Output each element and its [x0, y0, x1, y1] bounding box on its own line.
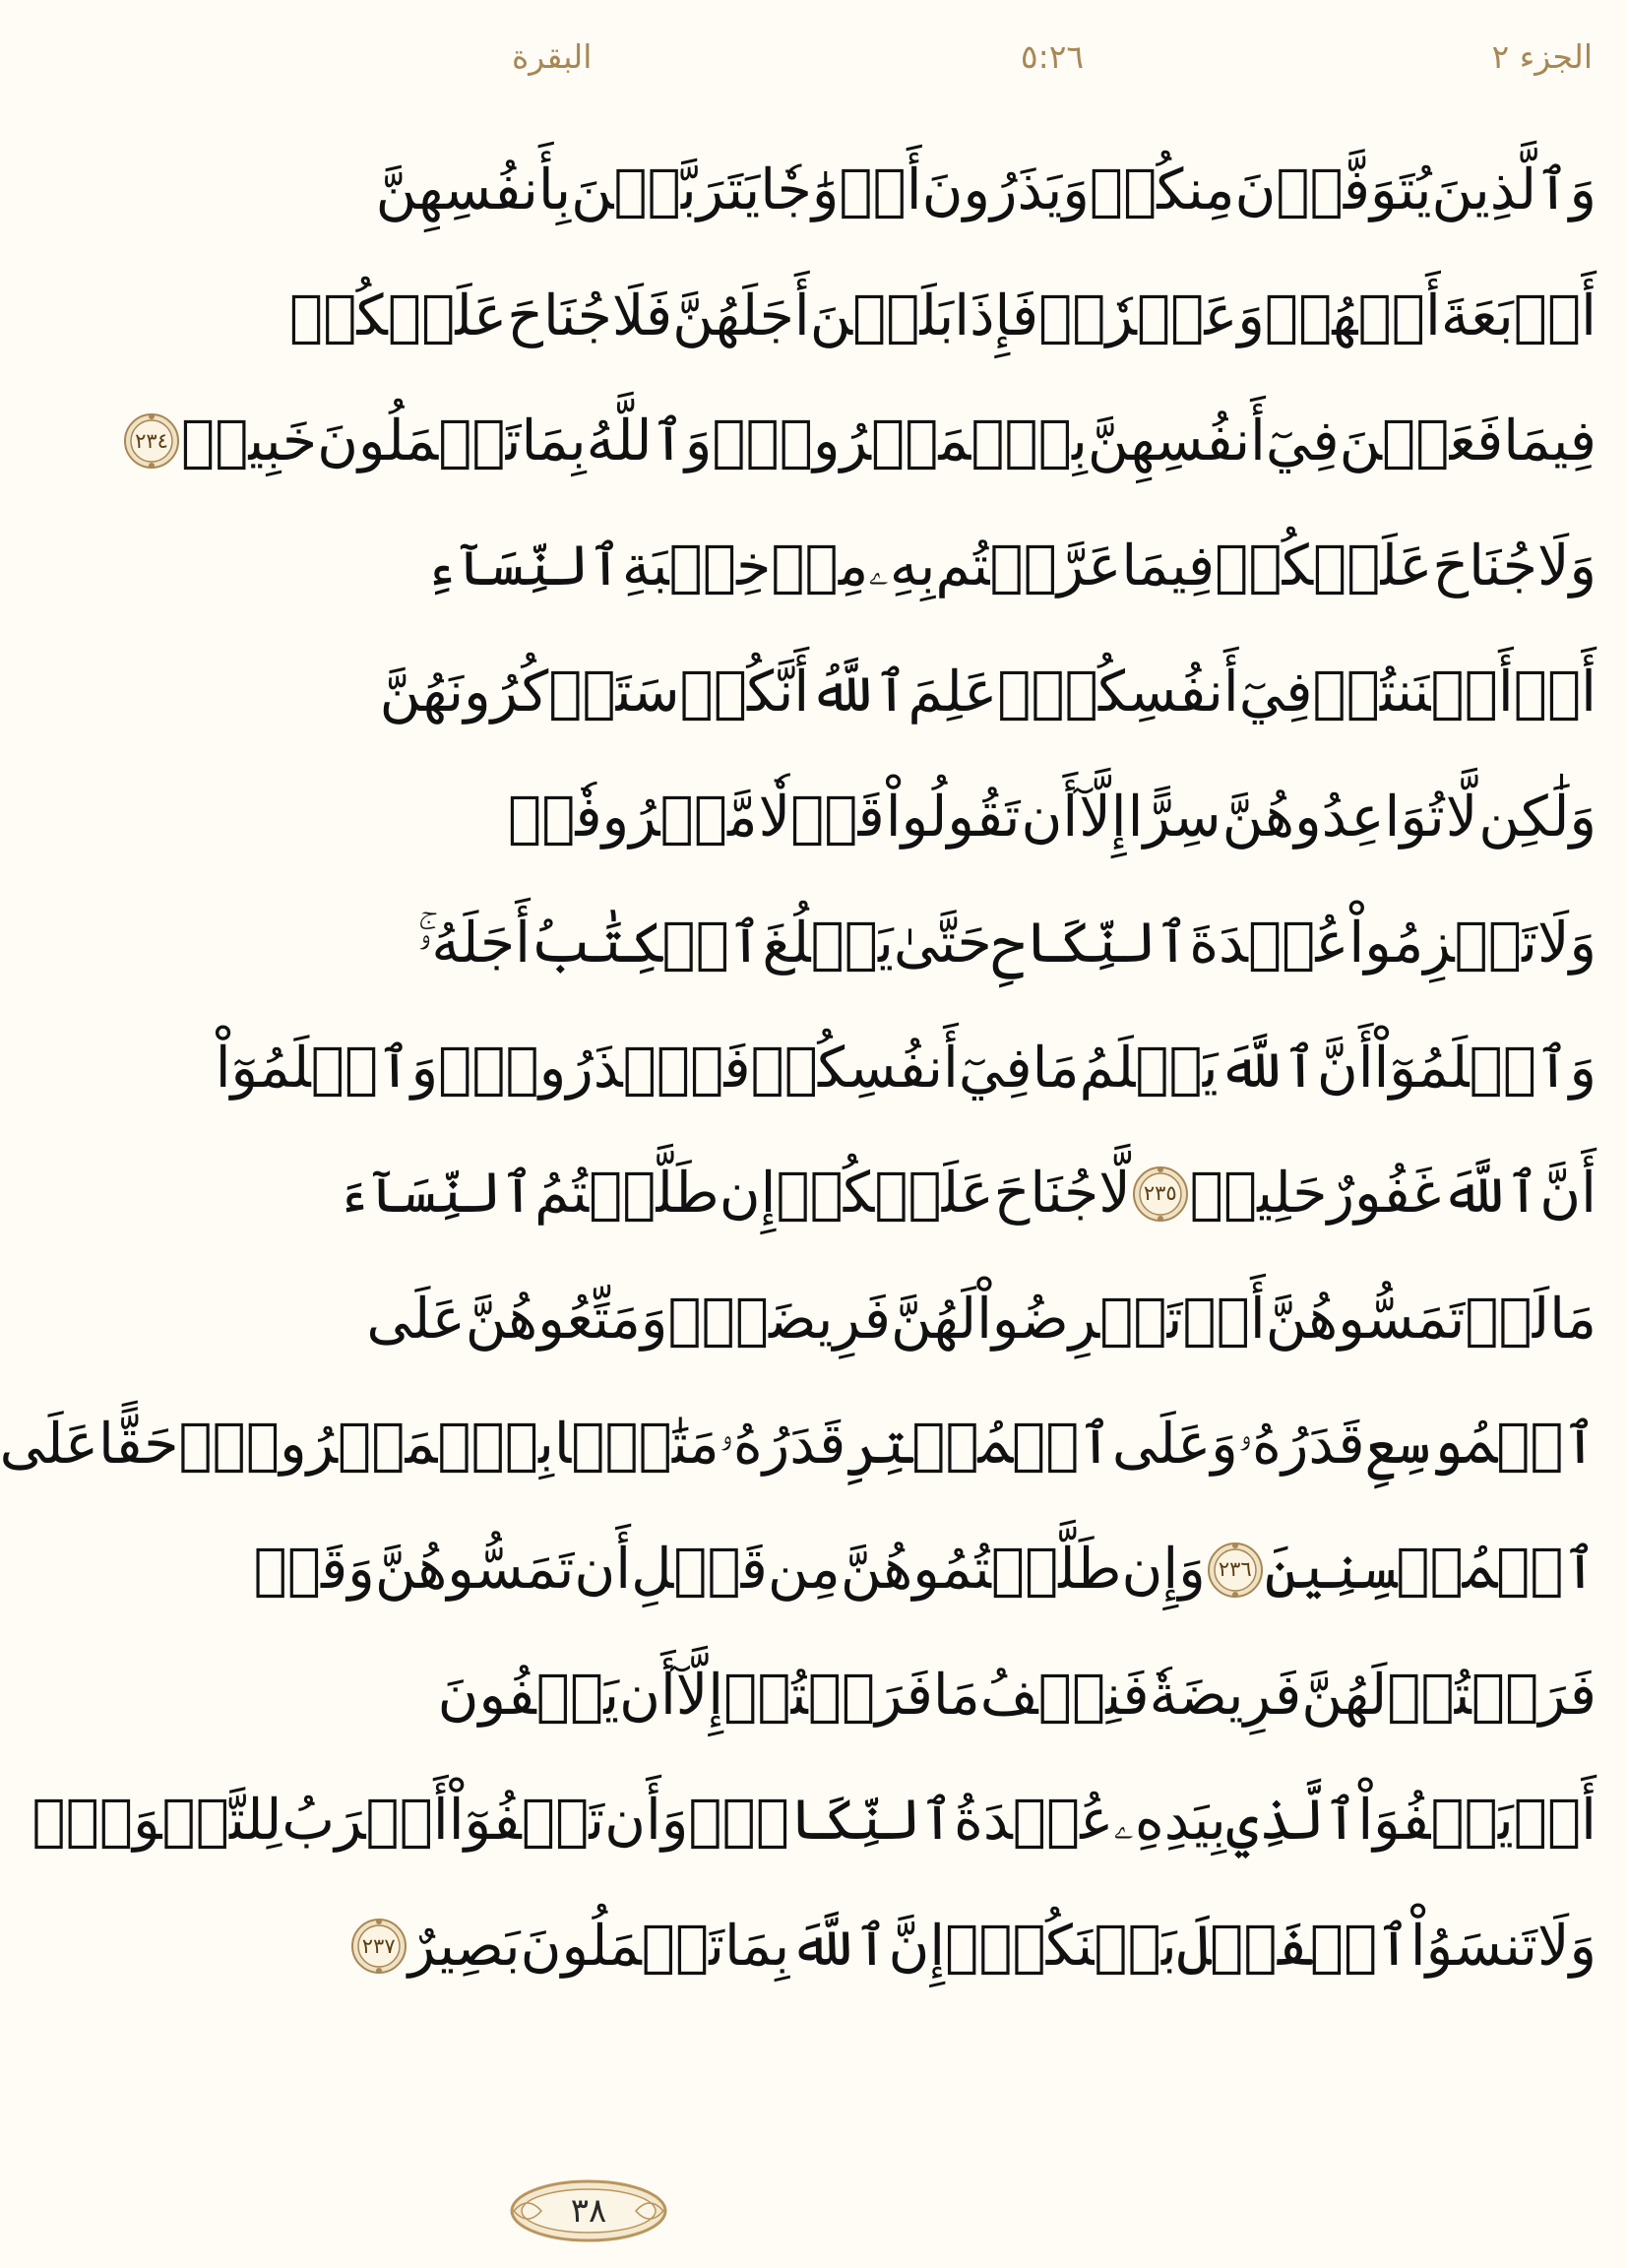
quran-word[interactable]: فَٱحۡذَرُوهُۚ — [438, 1035, 751, 1101]
quran-word[interactable]: ٱلۡكِتَٰبُ — [530, 910, 763, 976]
text-line — [417, 880, 1597, 1005]
quran-word[interactable]: فِيٓ — [1265, 408, 1340, 473]
quran-word[interactable]: ٱللَّهَ — [789, 1913, 889, 1979]
quran-word[interactable]: ٱللَّهَ — [1218, 1035, 1317, 1101]
quran-word[interactable]: قَبۡلِ — [631, 1537, 768, 1603]
quran-word[interactable]: أَزۡوَٰجٗا — [760, 158, 922, 223]
quran-word[interactable]: ٱلنِّكَاحِ — [991, 910, 1190, 976]
quran-word[interactable]: تَمَسُّوهُنَّ — [1265, 1286, 1466, 1352]
quran-word[interactable]: وَلَا — [1536, 910, 1597, 976]
quran-word[interactable]: جُنَاحَ — [1432, 534, 1537, 599]
quran-word[interactable]: وَأَن — [604, 1788, 689, 1854]
ayah-number-marker — [349, 1917, 408, 1976]
quran-word[interactable]: بَلَغۡنَ — [809, 283, 955, 348]
quran-word[interactable]: قَوۡلٗا — [758, 785, 885, 850]
quran-word[interactable]: تُوَاعِدُوهُنَّ — [1221, 785, 1445, 850]
quran-word[interactable]: قَدَرُهُۥ — [719, 1412, 846, 1478]
quran-word[interactable]: سِرًّا — [1127, 785, 1221, 850]
quran-word[interactable]: عَلِمَ — [908, 659, 998, 724]
quran-word[interactable]: بَيۡنَكُمۡۚ — [945, 1913, 1177, 1979]
text-line — [366, 1257, 1597, 1382]
quran-word[interactable]: فِيٓ — [1238, 659, 1313, 724]
page-number-badge — [508, 2177, 669, 2244]
quran-word[interactable]: تَفۡرِضُواْ — [976, 1286, 1183, 1352]
quran-word[interactable]: ٱلنِّسَآءِ — [424, 534, 622, 599]
quran-word[interactable]: حَلِيمٞ — [1189, 1161, 1328, 1227]
quran-word[interactable]: مَا — [1032, 1035, 1080, 1101]
quran-word[interactable]: تَنسَوُاْ — [1409, 1913, 1537, 1979]
quran-word[interactable]: فِيٓ — [958, 1035, 1033, 1101]
quran-word[interactable]: فَرَضۡتُمۡ — [723, 1662, 933, 1728]
quran-word[interactable]: أَن — [619, 1662, 676, 1728]
quran-word[interactable]: يُتَوَفَّوۡنَ — [1234, 158, 1432, 223]
quran-word[interactable]: عَرَّضۡتُم — [935, 534, 1122, 599]
quran-word[interactable]: وَلَٰكِن — [1478, 785, 1597, 850]
quran-word[interactable]: مِنۡ — [771, 534, 869, 599]
quran-word[interactable]: وَعَلَى — [1111, 1412, 1238, 1478]
quran-word[interactable]: جُنَاحَ — [507, 283, 612, 348]
text-line — [289, 253, 1597, 378]
quran-word[interactable]: وَمَتِّعُوهُنَّ — [465, 1286, 668, 1352]
ayah-number: ٢٣٥ — [1143, 1181, 1177, 1206]
quran-word[interactable]: تَمَسُّوهُنَّ — [374, 1537, 575, 1603]
text-line — [379, 630, 1597, 755]
text-line — [424, 504, 1597, 629]
quran-word[interactable]: مَّعۡرُوفٗاۚ — [508, 785, 758, 850]
ayah-number: ٢٣٦ — [1218, 1557, 1252, 1582]
quran-word[interactable]: بِهِۦ — [868, 534, 936, 599]
quran-word[interactable]: طَلَّقۡتُمُوهُنَّ — [840, 1537, 1122, 1603]
quran-word[interactable]: وَٱللَّهُ — [586, 408, 713, 473]
quran-word[interactable]: أَقۡرَبُ — [282, 1788, 449, 1854]
quran-word[interactable]: بِمَا — [521, 408, 587, 473]
quran-word[interactable]: تَقُولُواْ — [885, 785, 1021, 850]
quran-word[interactable]: وَإِن — [1121, 1537, 1206, 1603]
quran-word[interactable]: عُقۡدَةُ — [954, 1788, 1114, 1854]
surah-name: البقرة — [512, 37, 593, 76]
quran-word[interactable]: تَعۡمَلُونَ — [317, 408, 522, 473]
quran-word[interactable]: أَوۡ — [1182, 1286, 1266, 1352]
ayah-number-marker — [1206, 1541, 1265, 1600]
quran-word[interactable]: بِيَدِهِۦ — [1113, 1788, 1226, 1854]
quran-word[interactable]: أَوۡ — [1513, 1788, 1597, 1854]
quran-word[interactable]: عَلَى — [366, 1286, 466, 1352]
quran-word[interactable]: فَرِيضَةٗۚ — [667, 1286, 892, 1352]
text-line — [135, 379, 1597, 504]
quran-word[interactable]: أَشۡهُرٖ — [1264, 283, 1441, 348]
quran-word[interactable]: إِن — [719, 1161, 777, 1227]
quran-word[interactable]: إِلَّآ — [1079, 785, 1127, 850]
quran-word[interactable]: مَتَٰعَۢا — [553, 1412, 720, 1478]
quran-word[interactable]: يَعۡلَمُ — [1079, 1035, 1219, 1101]
quran-word[interactable]: أَنفُسِهِنَّ — [1087, 408, 1266, 473]
quran-word[interactable]: قَدَرُهُۥ — [1237, 1412, 1365, 1478]
quran-word[interactable]: فَنِصۡفُ — [979, 1662, 1150, 1728]
quran-word[interactable]: لَّا — [1098, 1161, 1131, 1227]
quran-word[interactable]: مَا — [1549, 1286, 1597, 1352]
quran-word[interactable]: يَعۡفُوَاْ — [1357, 1788, 1514, 1854]
quran-word[interactable]: عُقۡدَةَ — [1189, 910, 1349, 976]
text-line — [508, 755, 1597, 880]
ayah-number: ٢٣٧ — [361, 1933, 396, 1958]
quran-word[interactable]: أَجَلَهُۥۚ — [417, 910, 531, 976]
quran-word[interactable]: بَصِيرٌ — [407, 1913, 521, 1979]
time-label: ٥:٢٦ — [1020, 37, 1085, 76]
text-line — [31, 1758, 1597, 1883]
quran-word[interactable]: فَعَلۡنَ — [1339, 408, 1504, 473]
text-line — [253, 1507, 1597, 1632]
quran-word[interactable]: أَنَّكُمۡ — [679, 659, 810, 724]
quran-word[interactable]: سَتَذۡكُرُونَهُنَّ — [379, 659, 680, 724]
text-line — [375, 128, 1597, 253]
quran-word[interactable]: مِن — [767, 1537, 841, 1603]
quran-word[interactable]: أَجَلَهُنَّ — [672, 283, 810, 348]
quran-word[interactable]: أَكۡنَنتُمۡ — [1312, 659, 1514, 724]
quran-word[interactable]: ٱللَّهَ — [1441, 1161, 1540, 1227]
quran-word[interactable]: أَنَّ — [1539, 1161, 1597, 1227]
quran-word[interactable]: ٱلۡمُقۡتِرِ — [845, 1412, 1112, 1478]
quran-word[interactable]: بِمَا — [724, 1913, 790, 1979]
mushaf-page — [0, 128, 1597, 2009]
quran-word[interactable]: وَعَشۡرٗاۖ — [1038, 283, 1265, 348]
quran-word[interactable]: جُنَاحَ — [993, 1161, 1099, 1227]
page-header — [512, 28, 1593, 96]
quran-word[interactable]: مِنكُمۡ — [1089, 158, 1235, 223]
quran-word[interactable]: عَلَيۡكُمۡ — [776, 1161, 994, 1227]
text-line — [361, 1883, 1597, 2008]
quran-word[interactable]: وَٱعۡلَمُوٓاْ — [1373, 1035, 1597, 1101]
quran-word[interactable]: وَلَا — [1536, 1913, 1597, 1979]
quran-word[interactable]: عَلَى — [0, 1412, 99, 1478]
quran-word[interactable]: تَعۡمَلُونَ — [520, 1913, 725, 1979]
quran-word[interactable]: أَن — [1021, 785, 1079, 850]
quran-word[interactable]: خِطۡبَةِ — [621, 534, 772, 599]
quran-word[interactable]: إِنَّ — [888, 1913, 946, 1979]
quran-word[interactable]: فَلَا — [611, 283, 673, 348]
quran-word[interactable]: أَنَّ — [1316, 1035, 1374, 1101]
page-number: ٣٨ — [570, 2191, 607, 2231]
quran-word[interactable]: وَلَا — [1536, 534, 1597, 599]
ayah-number: ٢٣٤ — [135, 428, 168, 453]
quran-word[interactable]: ٱلۡمُوسِعِ — [1364, 1412, 1597, 1478]
quran-word[interactable]: لَمۡ — [1465, 1286, 1550, 1352]
quran-word[interactable]: تَعۡزِمُواْ — [1348, 910, 1537, 976]
quran-word[interactable]: لَهُنَّ — [1301, 1662, 1388, 1728]
quran-word[interactable]: وَيَذَرُونَ — [921, 158, 1090, 223]
quran-word[interactable]: ٱلَّذِي — [1225, 1788, 1358, 1854]
quran-word[interactable]: ٱلنِّكَاحِۚ — [688, 1788, 955, 1854]
quran-word[interactable]: فَإِذَا — [954, 283, 1039, 348]
quran-word[interactable]: يَبۡلُغَ — [762, 910, 894, 976]
quran-word[interactable]: أَوۡ — [1513, 659, 1597, 724]
quran-word[interactable]: ٱلۡمُحۡسِنِينَ — [1264, 1537, 1597, 1603]
text-line — [337, 1131, 1597, 1256]
quran-word[interactable]: أَن — [574, 1537, 632, 1603]
quran-word[interactable]: حَتَّىٰ — [893, 910, 992, 976]
juz-label: الجزء ٢ — [1491, 37, 1593, 76]
text-line — [437, 1633, 1597, 1758]
quran-word[interactable]: لَّا — [1445, 785, 1478, 850]
quran-word[interactable]: خَبِيرٞ — [181, 408, 318, 473]
quran-word[interactable]: وَٱلَّذِينَ — [1431, 158, 1597, 223]
quran-word[interactable]: طَلَّقۡتُمُ — [533, 1161, 720, 1227]
quran-word[interactable]: لِلتَّقۡوَىٰۚ — [31, 1788, 282, 1854]
ayah-number-marker — [122, 411, 181, 471]
quran-word[interactable]: ٱلنِّسَآءَ — [337, 1161, 534, 1227]
quran-word[interactable]: فَرِيضَةٗ — [1149, 1662, 1302, 1728]
quran-word[interactable]: ٱللَّهُ — [809, 659, 908, 724]
text-line — [0, 1382, 1597, 1507]
quran-word[interactable]: فِيمَا — [1121, 534, 1216, 599]
quran-word[interactable]: إِلَّآ — [675, 1662, 724, 1728]
quran-word[interactable]: أَنفُسِكُمۡ — [750, 1035, 959, 1101]
quran-word[interactable]: حَقًّا — [98, 1412, 179, 1478]
quran-word[interactable]: بِأَنفُسِهِنَّ — [375, 158, 572, 223]
quran-word[interactable]: لَهُنَّ — [891, 1286, 977, 1352]
quran-word[interactable]: عَلَيۡكُمۡ — [289, 283, 508, 348]
quran-word[interactable]: تَعۡفُوٓاْ — [448, 1788, 605, 1854]
quran-word[interactable]: بِٱلۡمَعۡرُوفِۗ — [712, 408, 1088, 473]
quran-word[interactable]: بِٱلۡمَعۡرُوفِۖ — [178, 1412, 554, 1478]
quran-word[interactable]: مَا — [932, 1662, 980, 1728]
quran-word[interactable]: أَنفُسِكُمۡۚ — [997, 659, 1239, 724]
quran-word[interactable]: يَتَرَبَّصۡنَ — [571, 158, 761, 223]
quran-word[interactable]: وَقَدۡ — [253, 1537, 375, 1603]
quran-word[interactable]: وَٱعۡلَمُوٓاْ — [215, 1035, 439, 1101]
quran-word[interactable]: عَلَيۡكُمۡ — [1215, 534, 1433, 599]
ayah-number-marker — [1131, 1165, 1190, 1224]
quran-word[interactable]: فَرَضۡتُمۡ — [1387, 1662, 1597, 1728]
quran-word[interactable]: يَعۡفُونَ — [437, 1662, 620, 1728]
quran-word[interactable]: أَرۡبَعَةَ — [1440, 283, 1597, 348]
quran-word[interactable]: ٱلۡفَضۡلَ — [1176, 1913, 1410, 1979]
quran-word[interactable]: غَفُورٌ — [1327, 1161, 1442, 1227]
text-line — [215, 1006, 1597, 1131]
quran-word[interactable]: فِيمَا — [1503, 408, 1597, 473]
